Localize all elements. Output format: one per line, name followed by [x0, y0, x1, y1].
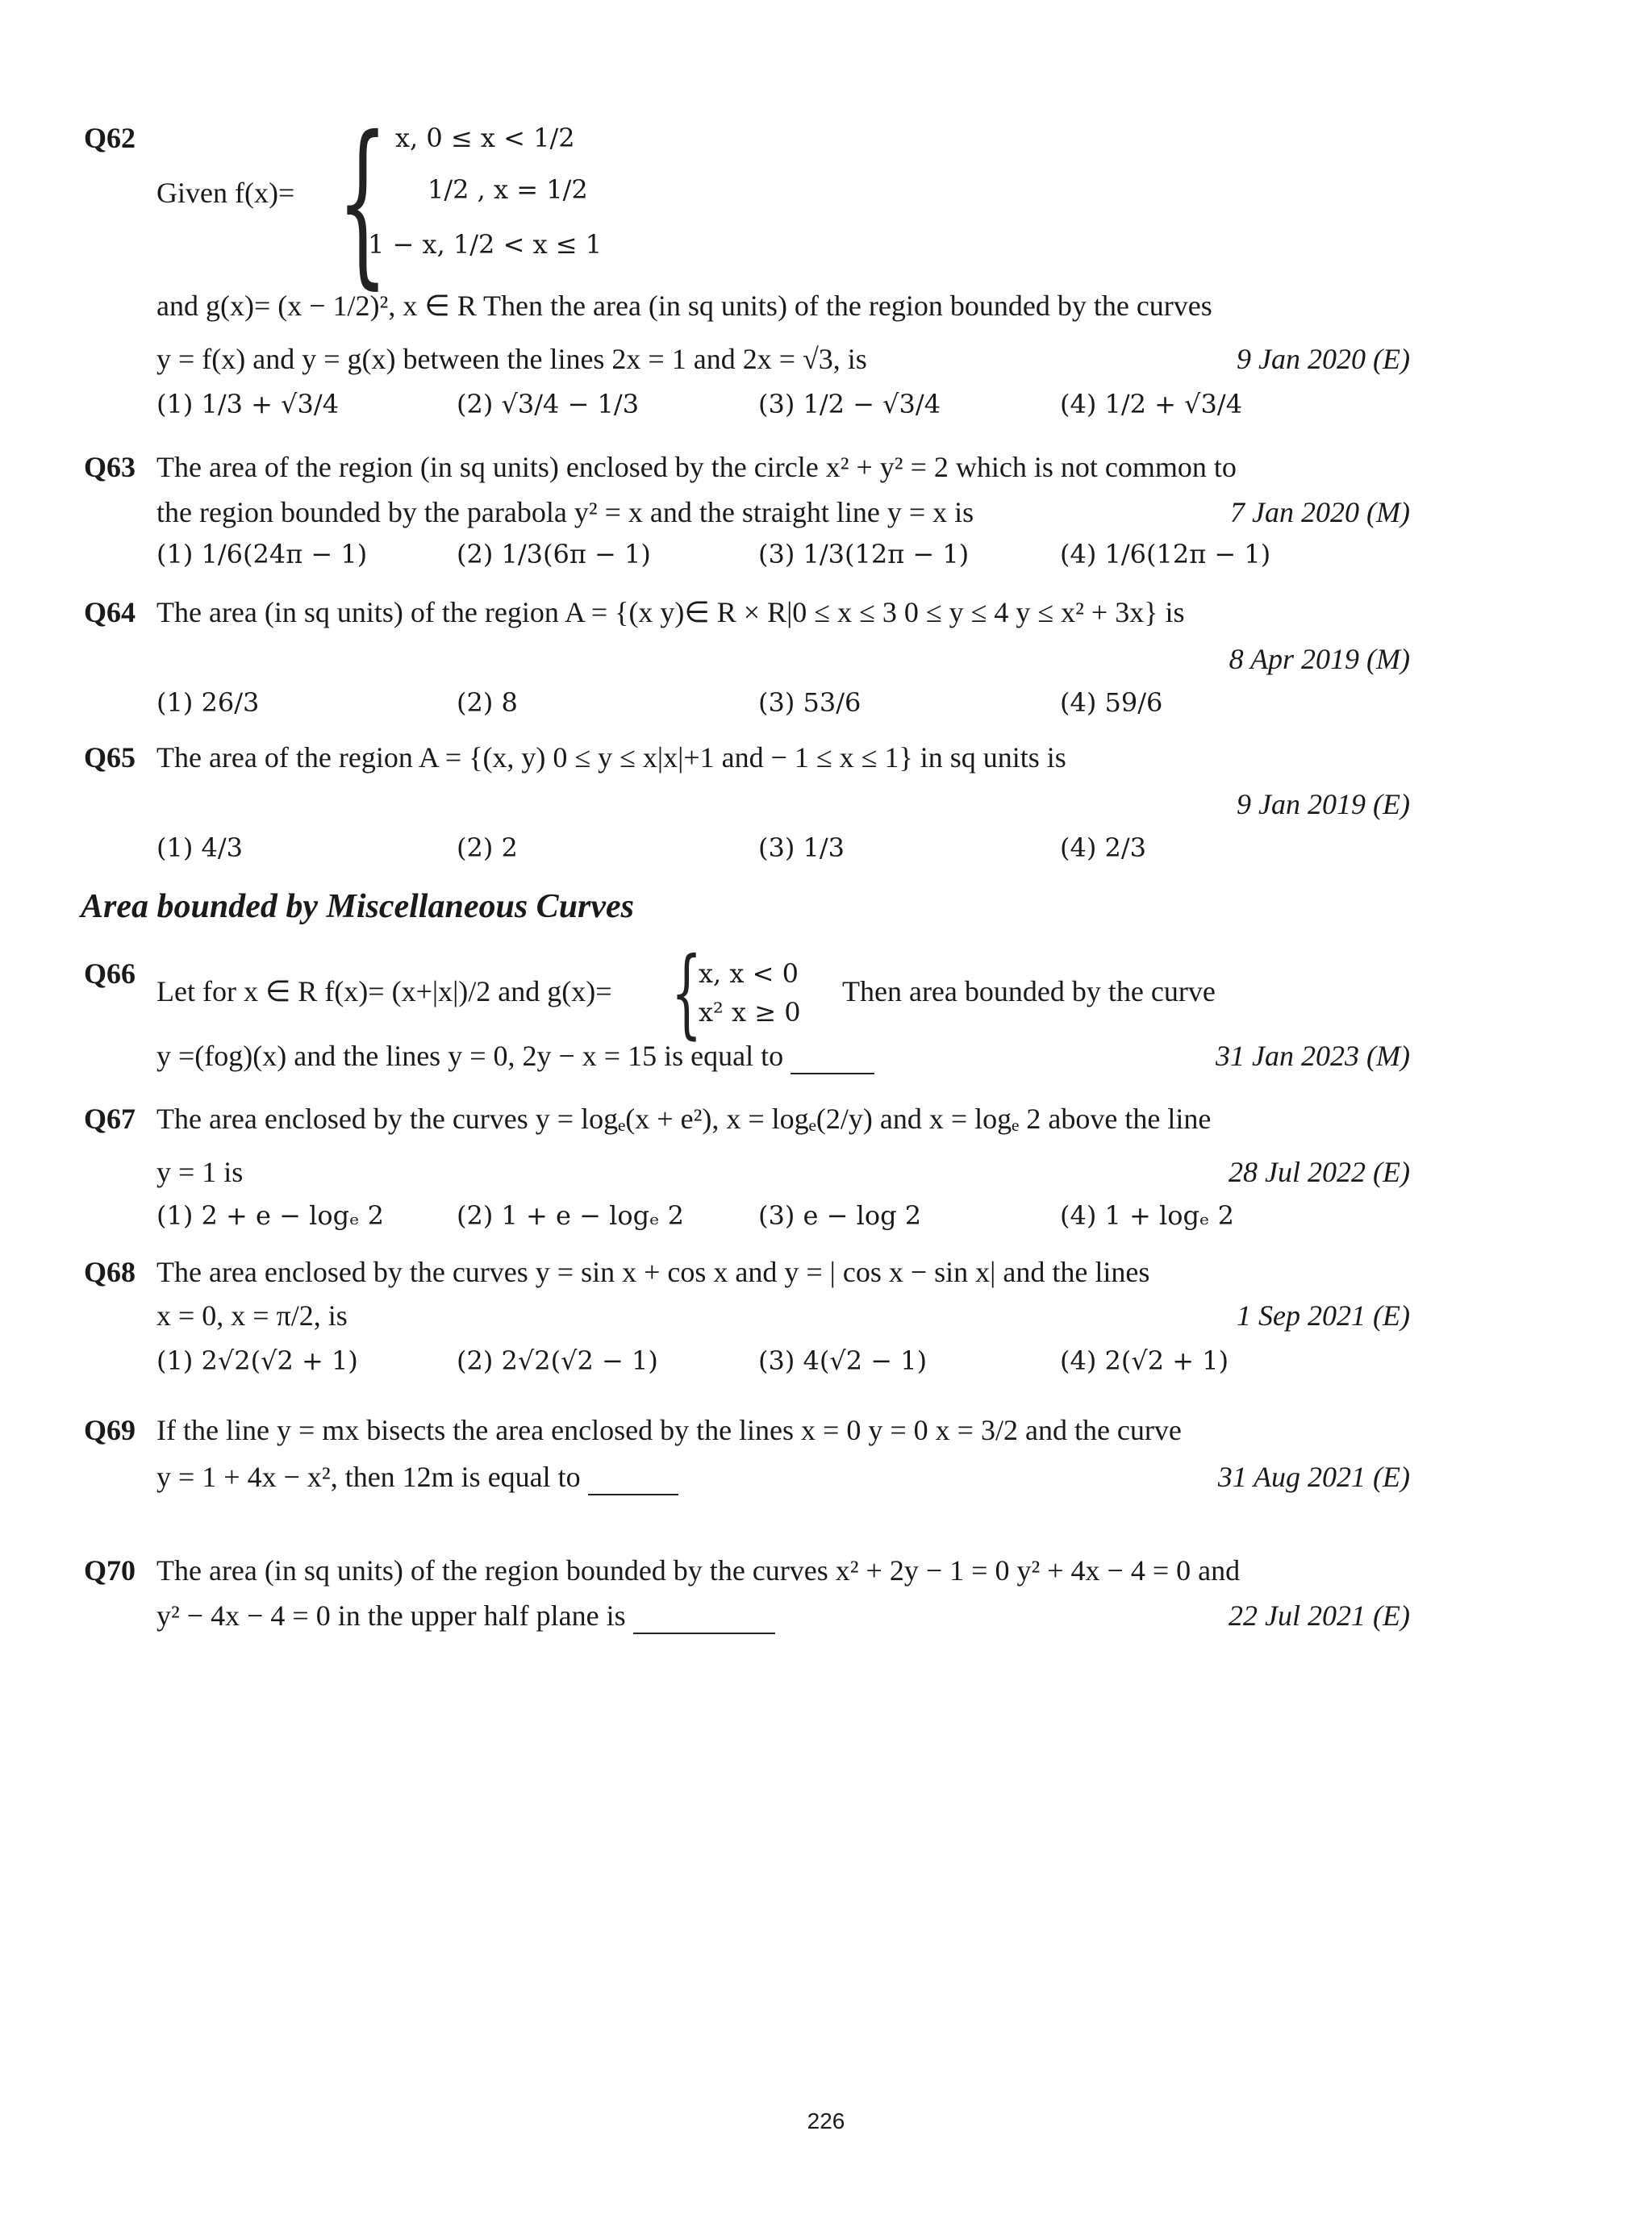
q68-option-2: (2) 2√2(√2 − 1)	[457, 1345, 658, 1376]
q63-text-line-1: The area of the region (in sq units) enclosed by the circle x² + y² = 2 which is not common to	[156, 451, 1237, 483]
q64-exam-date: 8 Apr 2019 (M)	[1229, 643, 1410, 675]
q62-option-1: (1) 1/3 + √3/4	[156, 389, 340, 419]
q62-lead: Given f(x)=	[156, 177, 295, 209]
q68-text-line-2: x = 0, x = π/2, is	[156, 1299, 348, 1332]
q69-line-2-text: y = 1 + 4x − x², then 12m is equal to	[156, 1461, 581, 1493]
q62-option-3: (3) 1/2 − √3/4	[758, 389, 941, 419]
q64-text-line-1: The area (in sq units) of the region A = {(x y)∈ R × R|0 ≤ x ≤ 3 0 ≤ y ≤ 4 y ≤ x² + 3x} is	[156, 596, 1185, 628]
q67-text-line-2: y = 1 is	[156, 1156, 244, 1188]
q66-answer-blank[interactable]	[791, 1039, 874, 1074]
q67-exam-date: 28 Jul 2022 (E)	[1229, 1156, 1410, 1188]
q68-option-4: (4) 2(√2 + 1)	[1060, 1345, 1229, 1376]
q63-option-3: (3) 1/3(12π − 1)	[758, 539, 970, 569]
q68-option-1: (1) 2√2(√2 + 1)	[156, 1345, 358, 1376]
q68-option-3: (3) 4(√2 − 1)	[758, 1345, 928, 1376]
q67-option-4: (4) 1 + logₑ 2	[1060, 1200, 1234, 1231]
q63-option-1: (1) 1/6(24π − 1)	[156, 539, 368, 569]
q62-piece-2: 1/2 , x = 1/2	[428, 174, 588, 205]
question-number-63: Q63	[84, 451, 136, 483]
q70-text-line-1: The area (in sq units) of the region bounded by the curves x² + 2y − 1 = 0 y² + 4x − 4 = 0 and	[156, 1554, 1241, 1587]
question-number-66: Q66	[84, 957, 136, 990]
question-number-62: Q62	[84, 122, 136, 154]
q70-exam-date: 22 Jul 2021 (E)	[1229, 1599, 1410, 1632]
question-number-70: Q70	[84, 1554, 136, 1587]
question-number-68: Q68	[84, 1256, 136, 1288]
section-heading: Area bounded by Miscellaneous Curves	[81, 888, 635, 925]
q62-text-line-1: and g(x)= (x − 1/2)², x ∈ R Then the area (in sq units) of the region bounded by the curves	[156, 290, 1212, 322]
q65-option-1: (1) 4/3	[156, 832, 243, 863]
q65-option-4: (4) 2/3	[1060, 832, 1146, 863]
q69-text-line-1: If the line y = mx bisects the area enclosed by the lines x = 0 y = 0 x = 3/2 and the curve	[156, 1414, 1182, 1446]
q64-option-4: (4) 59/6	[1060, 687, 1163, 718]
q65-exam-date: 9 Jan 2019 (E)	[1237, 788, 1410, 820]
q69-exam-date: 31 Aug 2021 (E)	[1217, 1461, 1410, 1493]
q63-option-4: (4) 1/6(12π − 1)	[1060, 539, 1271, 569]
q68-text-line-1: The area enclosed by the curves y = sin x + cos x and y = | cos x − sin x| and the lines	[156, 1256, 1150, 1288]
q65-text-line-1: The area of the region A = {(x, y) 0 ≤ y ≤ x|x|+1 and − 1 ≤ x ≤ 1} in sq units is	[156, 741, 1066, 774]
q68-exam-date: 1 Sep 2021 (E)	[1237, 1299, 1410, 1332]
q64-option-3: (3) 53/6	[758, 687, 861, 718]
q67-option-1: (1) 2 + e − logₑ 2	[156, 1200, 385, 1231]
q62-exam-date: 9 Jan 2020 (E)	[1237, 343, 1410, 375]
q62-text-line-2: y = f(x) and y = g(x) between the lines 2x = 1 and 2x = √3, is	[156, 343, 867, 375]
question-number-64: Q64	[84, 596, 136, 628]
q69-text-line-2	[156, 1460, 678, 1495]
q66-text-line-1b: Then area bounded by the curve	[842, 975, 1216, 1007]
q63-exam-date: 7 Jan 2020 (M)	[1230, 496, 1410, 528]
q70-answer-blank[interactable]	[633, 1599, 775, 1634]
q62-option-2: (2) √3/4 − 1/3	[457, 389, 640, 419]
question-number-67: Q67	[84, 1103, 136, 1135]
q67-text-line-1: The area enclosed by the curves y = logₑ(x + e²), x = logₑ(2/y) and x = logₑ 2 above the line	[156, 1103, 1212, 1135]
question-number-69: Q69	[84, 1414, 136, 1446]
q67-option-2: (2) 1 + e − logₑ 2	[457, 1200, 685, 1231]
q66-text-line-1a: Let for x ∈ R f(x)= (x+|x|)/2 and g(x)=	[156, 975, 612, 1007]
q67-option-3: (3) e − log 2	[758, 1200, 922, 1231]
q64-option-1: (1) 26/3	[156, 687, 260, 718]
q70-line-2-text: y² − 4x − 4 = 0 in the upper half plane is	[156, 1599, 626, 1632]
q63-option-2: (2) 1/3(6π − 1)	[457, 539, 651, 569]
question-number-65: Q65	[84, 741, 136, 774]
q66-piece-1: x, x < 0	[699, 958, 799, 989]
q66-piecewise-brace: {	[671, 937, 703, 1049]
q64-option-2: (2) 8	[457, 687, 518, 718]
page-number: 226	[807, 2108, 845, 2133]
q66-text-line-2	[156, 1039, 874, 1074]
q69-answer-blank[interactable]	[588, 1460, 678, 1495]
q66-exam-date: 31 Jan 2023 (M)	[1216, 1040, 1410, 1072]
q66-piece-2: x² x ≥ 0	[699, 997, 801, 1028]
q65-option-3: (3) 1/3	[758, 832, 845, 863]
q62-piece-1: x, 0 ≤ x < 1/2	[395, 123, 575, 153]
q66-line-2-text: y =(fog)(x) and the lines y = 0, 2y − x = 15 is equal to	[156, 1040, 784, 1072]
q62-piece-3: 1 − x, 1/2 < x ≤ 1	[368, 229, 603, 260]
q62-piecewise-brace: {	[337, 98, 388, 305]
q62-option-4: (4) 1/2 + √3/4	[1060, 389, 1243, 419]
q70-text-line-2	[156, 1599, 775, 1634]
q63-text-line-2: the region bounded by the parabola y² = x and the straight line y = x is	[156, 496, 974, 528]
q65-option-2: (2) 2	[457, 832, 518, 863]
